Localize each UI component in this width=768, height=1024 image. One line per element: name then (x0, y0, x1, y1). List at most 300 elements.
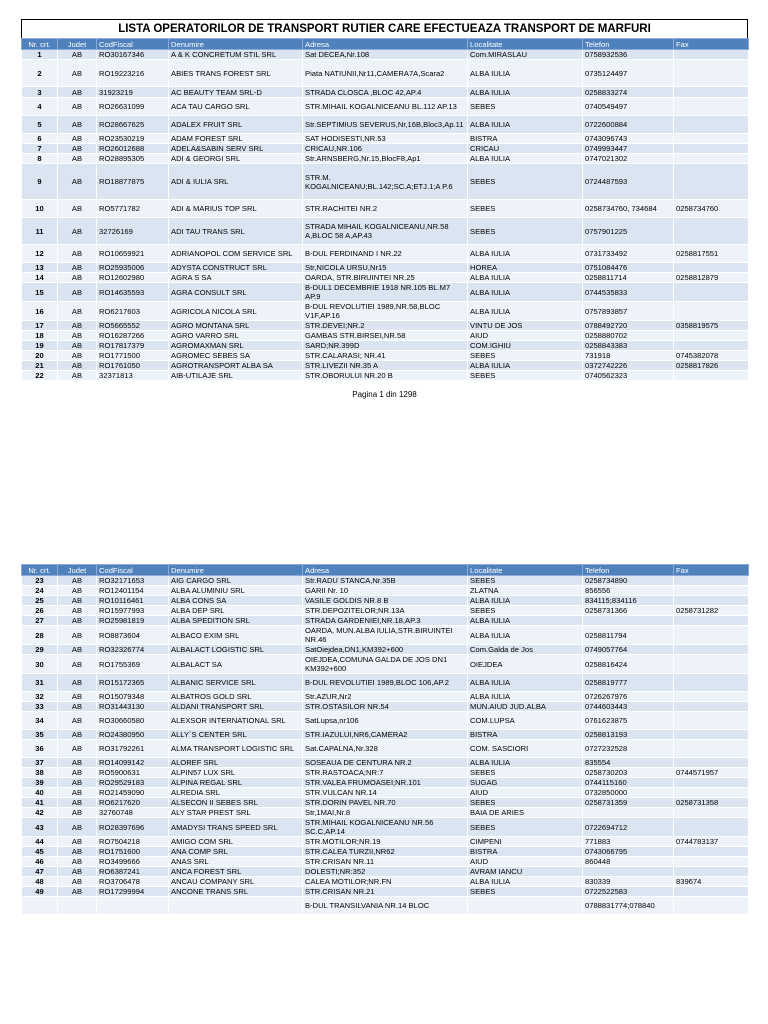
cell-telefon: 0258816424 (583, 655, 674, 674)
cell-nr-crt: 11 (22, 218, 58, 245)
cell-judet: AB (58, 808, 97, 818)
header-cod-fiscal: CodFiscal (97, 565, 169, 576)
cell-nr-crt: 3 (22, 87, 58, 98)
table-row (22, 616, 749, 626)
cell-cod-fiscal: RO29529183 (97, 778, 169, 788)
cell-nr-crt (22, 897, 58, 915)
cell-localitate: SEBES (468, 164, 583, 200)
cell-denumire: ADI & GEORGI SRL (169, 154, 303, 164)
cell-judet: AB (58, 321, 97, 331)
cell-adresa: SARD;NR.399D (303, 341, 468, 351)
cell-cod-fiscal: RO18877875 (97, 164, 169, 200)
cell-fax (674, 60, 749, 87)
cell-nr-crt: 16 (22, 302, 58, 321)
cell-cod-fiscal: 32726169 (97, 218, 169, 245)
cell-telefon: 0757901225 (583, 218, 674, 245)
cell-adresa: Piata NATIUNII,Nr11,CAMERA7A,Scara2 (303, 60, 468, 87)
cell-nr-crt: 12 (22, 245, 58, 263)
cell-denumire: AGRO MONTANA SRL (169, 321, 303, 331)
cell-cod-fiscal: RO15977993 (97, 606, 169, 616)
cell-localitate: OIEJDEA (468, 655, 583, 674)
cell-localitate: ALBA IULIA (468, 283, 583, 302)
cell-localitate: SEBES (468, 98, 583, 116)
cell-localitate: VINTU DE JOS (468, 321, 583, 331)
cell-telefon: 0740549497 (583, 98, 674, 116)
cell-judet: AB (58, 87, 97, 98)
cell-cod-fiscal (97, 897, 169, 915)
cell-cod-fiscal: RO14635593 (97, 283, 169, 302)
cell-judet: AB (58, 847, 97, 857)
document-title: LISTA OPERATORILOR DE TRANSPORT RUTIER CARE EFECTUEAZA TRANSPORT DE MARFURI (21, 19, 748, 38)
cell-denumire: A & K CONCRETUM STIL SRL (169, 50, 303, 60)
cell-telefon: 0722694712 (583, 818, 674, 837)
cell-nr-crt: 6 (22, 134, 58, 144)
cell-denumire: ALY STAR PREST SRL (169, 808, 303, 818)
cell-denumire: ALBALACT LOGISTIC SRL (169, 645, 303, 655)
table-row (22, 351, 749, 361)
cell-adresa: SatLupsa,nr106 (303, 712, 468, 730)
table-row (22, 758, 749, 768)
cell-nr-crt: 14 (22, 273, 58, 283)
table-row (22, 897, 749, 915)
cell-denumire: AMADYSI TRANS SPEED SRL (169, 818, 303, 837)
cell-fax (674, 164, 749, 200)
cell-judet: AB (58, 341, 97, 351)
cell-nr-crt: 34 (22, 712, 58, 730)
cell-adresa: STR.M. KOGALNICEANU;BL.142;SC.A;ETJ.1;A P.6 (303, 164, 468, 200)
cell-cod-fiscal: RO17299994 (97, 887, 169, 897)
header-denumire: Denumire (169, 565, 303, 576)
cell-cod-fiscal: 32760748 (97, 808, 169, 818)
cell-fax (674, 702, 749, 712)
cell-cod-fiscal: RO7504218 (97, 837, 169, 847)
cell-fax (674, 331, 749, 341)
cell-judet: AB (58, 740, 97, 758)
cell-judet: AB (58, 768, 97, 778)
cell-nr-crt: 49 (22, 887, 58, 897)
cell-judet: AB (58, 674, 97, 692)
cell-adresa: STRADA GARDENIEI,NR.18,AP.3 (303, 616, 468, 626)
cell-adresa: STR.RACHITEI NR.2 (303, 200, 468, 218)
cell-localitate: MUN.AIUD JUD.ALBA (468, 702, 583, 712)
table-row (22, 837, 749, 847)
table-row (22, 302, 749, 321)
cell-fax (674, 730, 749, 740)
cell-nr-crt: 8 (22, 154, 58, 164)
cell-cod-fiscal: RO3499666 (97, 857, 169, 867)
cell-telefon: 0744115160 (583, 778, 674, 788)
cell-telefon: 0258880702 (583, 331, 674, 341)
cell-adresa: CRICAU,NR.106 (303, 144, 468, 154)
cell-telefon: 856556 (583, 586, 674, 596)
cell-adresa: Str.RADU STANCA,Nr.35B (303, 576, 468, 586)
cell-nr-crt: 28 (22, 626, 58, 645)
cell-cod-fiscal: RO1771500 (97, 351, 169, 361)
cell-fax: 0745382078 (674, 351, 749, 361)
cell-localitate: ALBA IULIA (468, 273, 583, 283)
cell-cod-fiscal: RO28397696 (97, 818, 169, 837)
page-footer: Pagina 1 din 1298 (352, 390, 417, 399)
cell-nr-crt: 22 (22, 371, 58, 381)
cell-telefon: 0726267976 (583, 692, 674, 702)
cell-localitate: HOREA (468, 263, 583, 273)
cell-adresa: VASILE GOLDIS NR.8 B (303, 596, 468, 606)
cell-cod-fiscal: RO25935006 (97, 263, 169, 273)
table-row (22, 867, 749, 877)
cell-denumire: ANAS SRL (169, 857, 303, 867)
cell-localitate: CIMPENI (468, 837, 583, 847)
cell-judet: AB (58, 263, 97, 273)
cell-localitate: SEBES (468, 768, 583, 778)
cell-nr-crt: 33 (22, 702, 58, 712)
cell-denumire: ADAM FOREST SRL (169, 134, 303, 144)
cell-denumire: ALBACO EXIM SRL (169, 626, 303, 645)
cell-localitate: SEBES (468, 576, 583, 586)
cell-adresa: Sat.CAPALNA,Nr.328 (303, 740, 468, 758)
cell-nr-crt: 47 (22, 867, 58, 877)
cell-denumire: ABIES TRANS FOREST SRL (169, 60, 303, 87)
cell-adresa: B-DUL FERDINAND I NR.22 (303, 245, 468, 263)
cell-fax (674, 596, 749, 606)
table-row (22, 692, 749, 702)
cell-localitate: ALBA IULIA (468, 87, 583, 98)
cell-denumire: ANCA FOREST SRL (169, 867, 303, 877)
cell-telefon: 835554 (583, 758, 674, 768)
table-row (22, 702, 749, 712)
cell-localitate: BISTRA (468, 847, 583, 857)
cell-nr-crt: 21 (22, 361, 58, 371)
cell-adresa: STR.MIHAIL KOGALNICEANU BL.112 AP.13 (303, 98, 468, 116)
cell-localitate: SEBES (468, 887, 583, 897)
cell-telefon: 0749057764 (583, 645, 674, 655)
cell-localitate: ALBA IULIA (468, 245, 583, 263)
cell-judet: AB (58, 758, 97, 768)
cell-judet: AB (58, 134, 97, 144)
cell-telefon: 0258730203 (583, 768, 674, 778)
cell-telefon: 0743066795 (583, 847, 674, 857)
table-row (22, 144, 749, 154)
cell-cod-fiscal: 32371813 (97, 371, 169, 381)
cell-denumire: ALBA ALUMINIU SRL (169, 586, 303, 596)
cell-judet: AB (58, 371, 97, 381)
cell-fax (674, 341, 749, 351)
cell-telefon: 0258734760, 734684 (583, 200, 674, 218)
cell-nr-crt: 40 (22, 788, 58, 798)
cell-judet: AB (58, 218, 97, 245)
table-row (22, 154, 749, 164)
cell-telefon: 0747021302 (583, 154, 674, 164)
cell-fax: 0258817551 (674, 245, 749, 263)
cell-adresa: SAT HODISESTI,NR.53 (303, 134, 468, 144)
cell-adresa: STR.DEVEI;NR.2 (303, 321, 468, 331)
cell-telefon: 731918 (583, 351, 674, 361)
cell-fax: 0744783137 (674, 837, 749, 847)
cell-fax (674, 847, 749, 857)
cell-adresa: B-DUL1 DECEMBRIE 1918 NR.105 BL.M7 AP.9 (303, 283, 468, 302)
table-row (22, 645, 749, 655)
cell-cod-fiscal: RO12401154 (97, 586, 169, 596)
cell-judet: AB (58, 283, 97, 302)
document-page-1 (21, 19, 748, 399)
cell-judet: AB (58, 60, 97, 87)
cell-nr-crt: 36 (22, 740, 58, 758)
cell-adresa: Sat DECEA,Nr.108 (303, 50, 468, 60)
header-fax: Fax (674, 39, 749, 50)
cell-judet: AB (58, 778, 97, 788)
header-denumire: Denumire (169, 39, 303, 50)
cell-localitate: AVRAM IANCU (468, 867, 583, 877)
table-row (22, 371, 749, 381)
cell-denumire: ADI & MARIUS TOP SRL (169, 200, 303, 218)
table-row (22, 116, 749, 134)
table-row (22, 98, 749, 116)
header-nr-crt: Nr. crt. (22, 565, 58, 576)
cell-fax (674, 712, 749, 730)
cell-nr-crt: 9 (22, 164, 58, 200)
cell-judet: AB (58, 692, 97, 702)
cell-localitate: Com.MIRASLAU (468, 50, 583, 60)
cell-denumire: ALBALACT SA (169, 655, 303, 674)
cell-cod-fiscal: RO6387241 (97, 867, 169, 877)
cell-localitate: ALBA IULIA (468, 692, 583, 702)
cell-cod-fiscal: RO25981819 (97, 616, 169, 626)
cell-fax (674, 283, 749, 302)
cell-judet: AB (58, 712, 97, 730)
cell-adresa: STR.DORIN PAVEL NR.70 (303, 798, 468, 808)
header-cod-fiscal: CodFiscal (97, 39, 169, 50)
cell-cod-fiscal: RO10659921 (97, 245, 169, 263)
table-row (22, 60, 749, 87)
cell-judet (58, 897, 97, 915)
cell-judet: AB (58, 730, 97, 740)
cell-denumire (169, 897, 303, 915)
cell-telefon: 0727232528 (583, 740, 674, 758)
cell-fax (674, 98, 749, 116)
cell-fax: 0258734760 (674, 200, 749, 218)
cell-telefon: 0788492720 (583, 321, 674, 331)
cell-denumire: ALSECON II SEBES SRL (169, 798, 303, 808)
cell-denumire: ADELA&SABIN SERV SRL (169, 144, 303, 154)
cell-nr-crt: 1 (22, 50, 58, 60)
cell-telefon: 0258833274 (583, 87, 674, 98)
cell-adresa: OIEJDEA,COMUNA GALDA DE JOS DN1 KM392+600 (303, 655, 468, 674)
cell-fax (674, 50, 749, 60)
cell-denumire: AIG CARGO SRL (169, 576, 303, 586)
cell-localitate: ALBA IULIA (468, 674, 583, 692)
cell-telefon: 0743096743 (583, 134, 674, 144)
cell-denumire: ALBA CONS SA (169, 596, 303, 606)
cell-fax (674, 655, 749, 674)
cell-telefon (583, 867, 674, 877)
cell-denumire: ALREDIA SRL (169, 788, 303, 798)
cell-localitate: ALBA IULIA (468, 626, 583, 645)
cell-judet: AB (58, 818, 97, 837)
cell-cod-fiscal: RO19223216 (97, 60, 169, 87)
cell-judet: AB (58, 200, 97, 218)
table-row (22, 798, 749, 808)
cell-fax (674, 87, 749, 98)
cell-adresa: STR.OSTASILOR NR.54 (303, 702, 468, 712)
cell-denumire: AMIGO COM SRL (169, 837, 303, 847)
cell-judet: AB (58, 877, 97, 887)
cell-telefon: 0258731366 (583, 606, 674, 616)
cell-localitate: AIUD (468, 788, 583, 798)
cell-cod-fiscal: RO26631099 (97, 98, 169, 116)
cell-judet: AB (58, 857, 97, 867)
cell-denumire: ALLY`S CENTER SRL (169, 730, 303, 740)
cell-fax (674, 788, 749, 798)
cell-cod-fiscal: RO1751600 (97, 847, 169, 857)
cell-telefon: 860448 (583, 857, 674, 867)
cell-fax (674, 674, 749, 692)
header-judet: Judet (58, 565, 97, 576)
cell-denumire: ANA COMP SRL (169, 847, 303, 857)
cell-denumire: ADI TAU TRANS SRL (169, 218, 303, 245)
cell-judet: AB (58, 626, 97, 645)
cell-denumire: AGRA S SA (169, 273, 303, 283)
cell-fax (674, 263, 749, 273)
cell-adresa: GAMBAS STR.BIRSEI,NR.58 (303, 331, 468, 341)
cell-judet: AB (58, 302, 97, 321)
cell-cod-fiscal: RO14099142 (97, 758, 169, 768)
cell-telefon: 0757893857 (583, 302, 674, 321)
cell-fax (674, 740, 749, 758)
cell-fax (674, 144, 749, 154)
cell-cod-fiscal: RO30660580 (97, 712, 169, 730)
cell-adresa: B-DUL TRANSILVANIA NR.14 BLOC (303, 897, 468, 915)
cell-judet: AB (58, 586, 97, 596)
header-nr-crt: Nr. crt. (22, 39, 58, 50)
table-row (22, 331, 749, 341)
cell-fax (674, 645, 749, 655)
cell-judet: AB (58, 351, 97, 361)
cell-adresa: STR.DEPOZITELOR;NR.13A (303, 606, 468, 616)
cell-adresa: SatOiejdea,DN1,KM392+600 (303, 645, 468, 655)
table-row (22, 218, 749, 245)
cell-judet: AB (58, 245, 97, 263)
cell-cod-fiscal: RO15172365 (97, 674, 169, 692)
cell-localitate: CRICAU (468, 144, 583, 154)
table-row (22, 712, 749, 730)
header-telefon: Telefon (583, 565, 674, 576)
cell-localitate: ALBA IULIA (468, 877, 583, 887)
cell-denumire: ALBA DEP SRL (169, 606, 303, 616)
cell-adresa: Str.SEPTIMIUS SEVERUS,Nr,16B,Bloc3,Ap.11 (303, 116, 468, 134)
table-row (22, 134, 749, 144)
cell-adresa: GARII Nr. 10 (303, 586, 468, 596)
cell-adresa: STR.MIHAIL KOGALNICEANU NR.56 SC.C,AP.14 (303, 818, 468, 837)
cell-localitate: ALBA IULIA (468, 758, 583, 768)
cell-telefon: 0724487593 (583, 164, 674, 200)
table-row (22, 164, 749, 200)
cell-judet: AB (58, 331, 97, 341)
cell-adresa: STRADA MIHAIL KOGALNICEANU,NR.58 A,BLOC 58 A,AP.43 (303, 218, 468, 245)
cell-fax (674, 692, 749, 702)
cell-cod-fiscal: RO8873604 (97, 626, 169, 645)
cell-cod-fiscal: RO16287266 (97, 331, 169, 341)
cell-telefon: 834115;834116 (583, 596, 674, 606)
cell-nr-crt: 15 (22, 283, 58, 302)
cell-denumire: ADRIANOPOL COM SERVICE SRL (169, 245, 303, 263)
table-row (22, 606, 749, 616)
cell-fax: 0258817826 (674, 361, 749, 371)
cell-localitate: SEBES (468, 200, 583, 218)
cell-localitate: BAIA DE ARIES (468, 808, 583, 818)
header-adresa: Adresa (303, 39, 468, 50)
cell-localitate: SEBES (468, 798, 583, 808)
cell-localitate: COM.LUPSA (468, 712, 583, 730)
cell-denumire: AGRICOLA NICOLA SRL (169, 302, 303, 321)
table-row (22, 740, 749, 758)
cell-adresa: STR.CRISAN NR.21 (303, 887, 468, 897)
cell-telefon: 0744535833 (583, 283, 674, 302)
cell-localitate: BISTRA (468, 730, 583, 740)
cell-cod-fiscal: RO3706478 (97, 877, 169, 887)
cell-fax (674, 302, 749, 321)
cell-cod-fiscal: RO1755369 (97, 655, 169, 674)
cell-localitate: COM.IGHIU (468, 341, 583, 351)
cell-fax (674, 867, 749, 877)
cell-judet: AB (58, 116, 97, 134)
cell-denumire: ALPINA REGAL SRL (169, 778, 303, 788)
cell-denumire: AC BEAUTY TEAM SRL-D (169, 87, 303, 98)
cell-telefon: 0788831774;078840 (583, 897, 674, 915)
cell-localitate: ALBA IULIA (468, 361, 583, 371)
cell-cod-fiscal: RO26012688 (97, 144, 169, 154)
cell-fax (674, 818, 749, 837)
table-header-row (22, 39, 749, 50)
cell-telefon: 0258811794 (583, 626, 674, 645)
cell-fax (674, 134, 749, 144)
cell-denumire: AGROMAXMAN SRL (169, 341, 303, 351)
cell-nr-crt: 13 (22, 263, 58, 273)
cell-denumire: ALDANI TRANSPORT SRL (169, 702, 303, 712)
cell-localitate: SEBES (468, 818, 583, 837)
cell-telefon: 0722522583 (583, 887, 674, 897)
cell-denumire: ALMA TRANSPORT LOGISTIC SRL (169, 740, 303, 758)
cell-localitate: ALBA IULIA (468, 616, 583, 626)
cell-telefon: 0758932536 (583, 50, 674, 60)
table-row (22, 857, 749, 867)
cell-cod-fiscal: RO24380950 (97, 730, 169, 740)
cell-localitate (468, 897, 583, 915)
cell-adresa: STR.CALARASI; NR.41 (303, 351, 468, 361)
cell-fax (674, 808, 749, 818)
cell-nr-crt: 20 (22, 351, 58, 361)
table-row (22, 341, 749, 351)
cell-telefon: 0731733492 (583, 245, 674, 263)
cell-cod-fiscal: RO5665552 (97, 321, 169, 331)
cell-adresa: STR.IAZULUI,NR6,CAMERA2 (303, 730, 468, 740)
cell-cod-fiscal: 31923219 (97, 87, 169, 98)
cell-localitate: ZLATNA (468, 586, 583, 596)
cell-nr-crt: 23 (22, 576, 58, 586)
cell-fax (674, 758, 749, 768)
cell-denumire: ALOREF SRL (169, 758, 303, 768)
cell-telefon (583, 808, 674, 818)
cell-cod-fiscal: RO30167346 (97, 50, 169, 60)
table-row (22, 768, 749, 778)
cell-judet: AB (58, 606, 97, 616)
cell-localitate: ALBA IULIA (468, 154, 583, 164)
cell-fax: 0358819575 (674, 321, 749, 331)
cell-judet: AB (58, 596, 97, 606)
cell-judet: AB (58, 154, 97, 164)
cell-adresa: OARDA, MUN.ALBA IULIA,STR.BIRUINTEI NR.46 (303, 626, 468, 645)
cell-cod-fiscal: RO17817379 (97, 341, 169, 351)
cell-cod-fiscal: RO32171653 (97, 576, 169, 586)
table-row (22, 273, 749, 283)
